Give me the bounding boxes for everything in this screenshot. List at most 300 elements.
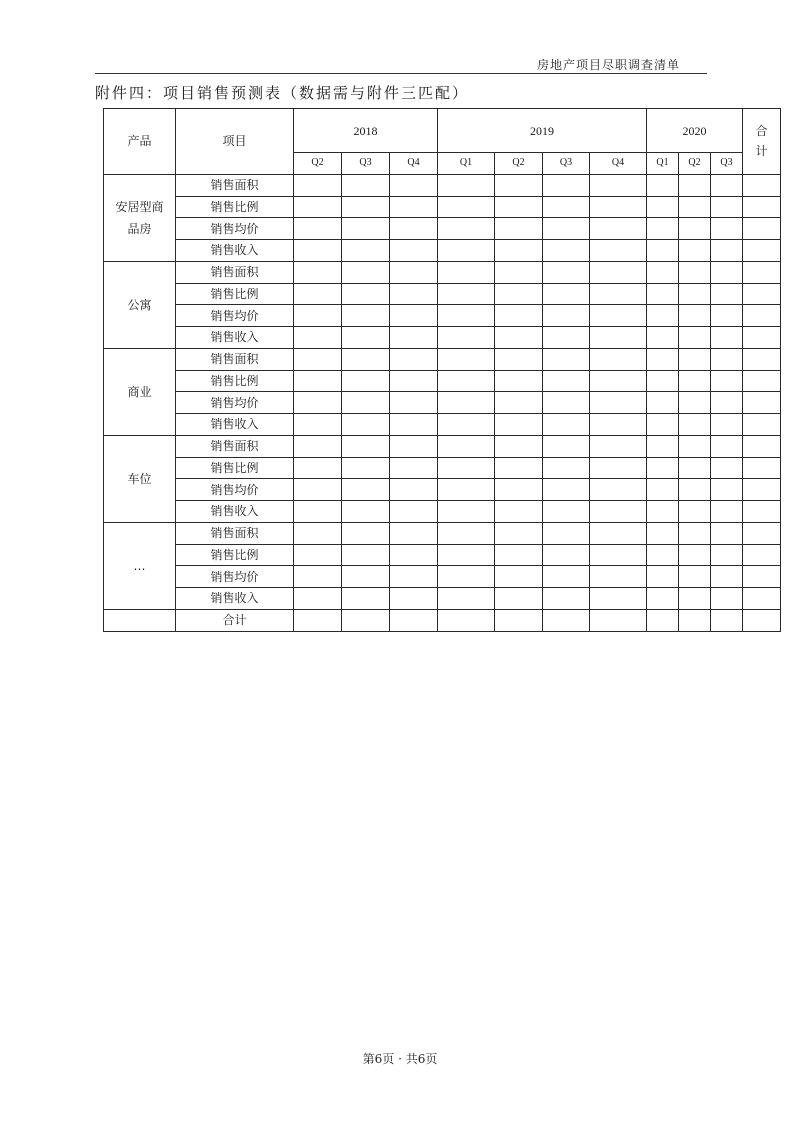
header-quarter: Q1 [438, 153, 495, 175]
value-cell [495, 566, 543, 588]
value-cell [294, 501, 342, 523]
value-cell [543, 392, 590, 414]
value-cell [543, 240, 590, 262]
table-row [104, 240, 781, 262]
table-row [104, 435, 781, 457]
value-cell [590, 196, 647, 218]
value-cell [711, 479, 743, 501]
value-cell [590, 435, 647, 457]
item-cell: 销售面积 [176, 174, 294, 196]
value-cell [342, 609, 390, 631]
value-cell [679, 457, 711, 479]
value-cell [438, 196, 495, 218]
value-cell [590, 457, 647, 479]
value-cell [590, 479, 647, 501]
value-cell [543, 435, 590, 457]
value-cell [679, 370, 711, 392]
value-cell [294, 609, 342, 631]
value-cell [390, 196, 438, 218]
value-cell [647, 240, 679, 262]
item-cell: 销售均价 [176, 218, 294, 240]
value-cell [647, 174, 679, 196]
item-cell: 销售均价 [176, 392, 294, 414]
header-quarter: Q2 [495, 153, 543, 175]
value-cell [590, 588, 647, 610]
item-cell: 销售收入 [176, 414, 294, 436]
value-cell [647, 501, 679, 523]
value-cell [679, 479, 711, 501]
value-cell [543, 196, 590, 218]
value-cell [438, 283, 495, 305]
total-row-label: 合计 [176, 609, 294, 631]
value-cell [711, 566, 743, 588]
value-cell [438, 501, 495, 523]
table-row [104, 566, 781, 588]
table-row [104, 522, 781, 544]
value-cell [711, 392, 743, 414]
value-cell [294, 435, 342, 457]
value-cell [390, 305, 438, 327]
table-row [104, 501, 781, 523]
product-cell: 车位 [104, 435, 176, 522]
value-cell [438, 392, 495, 414]
item-cell: 销售均价 [176, 305, 294, 327]
header-quarter: Q1 [647, 153, 679, 175]
value-cell [647, 370, 679, 392]
value-cell [679, 544, 711, 566]
item-cell: 销售收入 [176, 501, 294, 523]
value-cell [543, 457, 590, 479]
value-cell [390, 174, 438, 196]
value-cell [711, 283, 743, 305]
value-cell [495, 348, 543, 370]
value-cell [590, 370, 647, 392]
value-cell [711, 544, 743, 566]
value-cell [679, 414, 711, 436]
value-cell [679, 609, 711, 631]
value-cell [590, 544, 647, 566]
value-cell [711, 196, 743, 218]
value-cell [711, 522, 743, 544]
value-cell [495, 327, 543, 349]
item-cell: 销售比例 [176, 544, 294, 566]
value-cell [590, 218, 647, 240]
value-cell [543, 566, 590, 588]
header-item: 项目 [176, 109, 294, 175]
table-row [104, 283, 781, 305]
header-product: 产品 [104, 109, 176, 175]
value-cell [743, 327, 781, 349]
value-cell [390, 435, 438, 457]
value-cell [390, 218, 438, 240]
value-cell [590, 261, 647, 283]
value-cell [679, 522, 711, 544]
value-cell [743, 566, 781, 588]
value-cell [711, 305, 743, 327]
value-cell [390, 566, 438, 588]
value-cell [679, 283, 711, 305]
value-cell [647, 348, 679, 370]
value-cell [390, 588, 438, 610]
header-divider [95, 73, 707, 74]
item-cell: 销售比例 [176, 370, 294, 392]
value-cell [438, 414, 495, 436]
value-cell [438, 327, 495, 349]
value-cell [743, 457, 781, 479]
value-cell [438, 240, 495, 262]
table-row [104, 479, 781, 501]
value-cell [543, 588, 590, 610]
value-cell [543, 305, 590, 327]
value-cell [495, 392, 543, 414]
total-row-blank [104, 609, 176, 631]
header-year: 2020 [647, 109, 743, 153]
value-cell [294, 261, 342, 283]
value-cell [647, 218, 679, 240]
value-cell [711, 261, 743, 283]
header-row-years [104, 109, 781, 153]
value-cell [294, 174, 342, 196]
value-cell [342, 588, 390, 610]
value-cell [342, 283, 390, 305]
value-cell [390, 544, 438, 566]
total-row [104, 609, 781, 631]
value-cell [390, 240, 438, 262]
header-year: 2019 [438, 109, 647, 153]
value-cell [438, 609, 495, 631]
page-title: 附件四：项目销售预测表（数据需与附件三匹配） [95, 84, 470, 102]
item-cell: 销售收入 [176, 240, 294, 262]
product-cell: 商业 [104, 348, 176, 435]
value-cell [390, 392, 438, 414]
value-cell [390, 457, 438, 479]
value-cell [495, 283, 543, 305]
value-cell [743, 479, 781, 501]
value-cell [743, 196, 781, 218]
value-cell [743, 174, 781, 196]
value-cell [679, 392, 711, 414]
item-cell: 销售比例 [176, 196, 294, 218]
value-cell [647, 566, 679, 588]
value-cell [390, 501, 438, 523]
value-cell [743, 283, 781, 305]
value-cell [647, 261, 679, 283]
item-cell: 销售面积 [176, 435, 294, 457]
value-cell [342, 218, 390, 240]
value-cell [438, 261, 495, 283]
value-cell [342, 544, 390, 566]
item-cell: 销售比例 [176, 283, 294, 305]
value-cell [390, 370, 438, 392]
header-total: 合计 [743, 109, 781, 175]
value-cell [294, 283, 342, 305]
value-cell [590, 348, 647, 370]
value-cell [438, 544, 495, 566]
value-cell [647, 522, 679, 544]
value-cell [543, 283, 590, 305]
value-cell [438, 348, 495, 370]
item-cell: 销售面积 [176, 348, 294, 370]
value-cell [342, 196, 390, 218]
item-cell: 销售收入 [176, 588, 294, 610]
value-cell [647, 392, 679, 414]
value-cell [390, 414, 438, 436]
value-cell [590, 414, 647, 436]
table-row [104, 348, 781, 370]
header-quarter: Q2 [294, 153, 342, 175]
table-row [104, 392, 781, 414]
value-cell [711, 414, 743, 436]
value-cell [679, 435, 711, 457]
value-cell [711, 501, 743, 523]
table-row [104, 544, 781, 566]
value-cell [543, 174, 590, 196]
value-cell [590, 327, 647, 349]
value-cell [590, 392, 647, 414]
table-row [104, 588, 781, 610]
item-cell: 销售面积 [176, 261, 294, 283]
value-cell [679, 305, 711, 327]
value-cell [590, 566, 647, 588]
value-cell [543, 348, 590, 370]
value-cell [495, 370, 543, 392]
header-quarter: Q3 [342, 153, 390, 175]
value-cell [647, 479, 679, 501]
value-cell [294, 218, 342, 240]
running-header: 房地产项目尽职调查清单 [537, 58, 681, 72]
item-cell: 销售比例 [176, 457, 294, 479]
value-cell [294, 305, 342, 327]
value-cell [294, 479, 342, 501]
value-cell [342, 414, 390, 436]
value-cell [743, 240, 781, 262]
value-cell [590, 240, 647, 262]
table-row [104, 327, 781, 349]
value-cell [342, 566, 390, 588]
value-cell [495, 588, 543, 610]
value-cell [711, 218, 743, 240]
value-cell [438, 479, 495, 501]
value-cell [495, 240, 543, 262]
value-cell [495, 305, 543, 327]
value-cell [679, 348, 711, 370]
table-row [104, 414, 781, 436]
value-cell [294, 588, 342, 610]
value-cell [495, 457, 543, 479]
value-cell [711, 327, 743, 349]
value-cell [743, 218, 781, 240]
header-year: 2018 [294, 109, 438, 153]
value-cell [342, 240, 390, 262]
value-cell [647, 544, 679, 566]
value-cell [711, 174, 743, 196]
value-cell [679, 327, 711, 349]
value-cell [294, 348, 342, 370]
value-cell [390, 348, 438, 370]
value-cell [438, 218, 495, 240]
value-cell [342, 305, 390, 327]
header-quarter: Q3 [543, 153, 590, 175]
value-cell [294, 566, 342, 588]
value-cell [743, 501, 781, 523]
value-cell [543, 609, 590, 631]
value-cell [495, 609, 543, 631]
item-cell: 销售收入 [176, 327, 294, 349]
value-cell [342, 435, 390, 457]
value-cell [590, 522, 647, 544]
value-cell [342, 457, 390, 479]
value-cell [743, 370, 781, 392]
value-cell [711, 457, 743, 479]
product-cell: 公寓 [104, 261, 176, 348]
table-row [104, 370, 781, 392]
product-cell: 安居型商品房 [104, 174, 176, 261]
table-row [104, 305, 781, 327]
value-cell [743, 305, 781, 327]
value-cell [495, 479, 543, 501]
value-cell [711, 588, 743, 610]
value-cell [342, 501, 390, 523]
value-cell [294, 544, 342, 566]
table-row [104, 457, 781, 479]
value-cell [743, 348, 781, 370]
value-cell [590, 283, 647, 305]
value-cell [543, 544, 590, 566]
value-cell [543, 327, 590, 349]
value-cell [679, 196, 711, 218]
value-cell [590, 609, 647, 631]
header-quarter: Q3 [711, 153, 743, 175]
value-cell [495, 501, 543, 523]
value-cell [342, 522, 390, 544]
value-cell [590, 305, 647, 327]
value-cell [495, 544, 543, 566]
value-cell [647, 196, 679, 218]
header-quarter: Q4 [390, 153, 438, 175]
value-cell [342, 174, 390, 196]
value-cell [495, 414, 543, 436]
value-cell [294, 327, 342, 349]
value-cell [590, 501, 647, 523]
value-cell [390, 479, 438, 501]
value-cell [711, 609, 743, 631]
value-cell [342, 327, 390, 349]
value-cell [743, 414, 781, 436]
value-cell [647, 609, 679, 631]
value-cell [647, 414, 679, 436]
value-cell [438, 457, 495, 479]
value-cell [647, 327, 679, 349]
value-cell [294, 370, 342, 392]
item-cell: 销售面积 [176, 522, 294, 544]
value-cell [543, 522, 590, 544]
value-cell [390, 261, 438, 283]
value-cell [390, 522, 438, 544]
value-cell [342, 479, 390, 501]
value-cell [495, 174, 543, 196]
value-cell [711, 348, 743, 370]
value-cell [438, 522, 495, 544]
value-cell [543, 261, 590, 283]
value-cell [390, 327, 438, 349]
value-cell [679, 501, 711, 523]
value-cell [342, 348, 390, 370]
value-cell [495, 196, 543, 218]
value-cell [438, 305, 495, 327]
item-cell: 销售均价 [176, 566, 294, 588]
value-cell [711, 370, 743, 392]
value-cell [743, 609, 781, 631]
value-cell [679, 588, 711, 610]
value-cell [294, 522, 342, 544]
value-cell [543, 218, 590, 240]
value-cell [495, 522, 543, 544]
value-cell [743, 435, 781, 457]
product-cell: … [104, 522, 176, 609]
value-cell [438, 566, 495, 588]
header-quarter: Q4 [590, 153, 647, 175]
table-row [104, 196, 781, 218]
value-cell [711, 435, 743, 457]
value-cell [743, 544, 781, 566]
value-cell [438, 174, 495, 196]
value-cell [679, 174, 711, 196]
value-cell [743, 261, 781, 283]
value-cell [590, 174, 647, 196]
value-cell [438, 588, 495, 610]
value-cell [647, 435, 679, 457]
value-cell [294, 457, 342, 479]
value-cell [711, 240, 743, 262]
value-cell [647, 588, 679, 610]
table-row [104, 174, 781, 196]
value-cell [294, 414, 342, 436]
value-cell [438, 435, 495, 457]
value-cell [390, 609, 438, 631]
value-cell [543, 501, 590, 523]
value-cell [647, 283, 679, 305]
table-row [104, 218, 781, 240]
value-cell [543, 414, 590, 436]
value-cell [679, 218, 711, 240]
value-cell [679, 261, 711, 283]
value-cell [647, 305, 679, 327]
header-quarter: Q2 [679, 153, 711, 175]
value-cell [743, 392, 781, 414]
item-cell: 销售均价 [176, 479, 294, 501]
value-cell [438, 370, 495, 392]
value-cell [543, 479, 590, 501]
value-cell [679, 566, 711, 588]
value-cell [294, 392, 342, 414]
page-footer: 第6页 · 共6页 [362, 1052, 438, 1066]
value-cell [647, 457, 679, 479]
value-cell [743, 522, 781, 544]
table-row [104, 261, 781, 283]
value-cell [294, 196, 342, 218]
value-cell [342, 370, 390, 392]
value-cell [743, 588, 781, 610]
value-cell [294, 240, 342, 262]
value-cell [342, 392, 390, 414]
value-cell [495, 218, 543, 240]
value-cell [679, 240, 711, 262]
value-cell [543, 370, 590, 392]
value-cell [495, 435, 543, 457]
sales-forecast-table [103, 108, 781, 632]
value-cell [342, 261, 390, 283]
value-cell [495, 261, 543, 283]
